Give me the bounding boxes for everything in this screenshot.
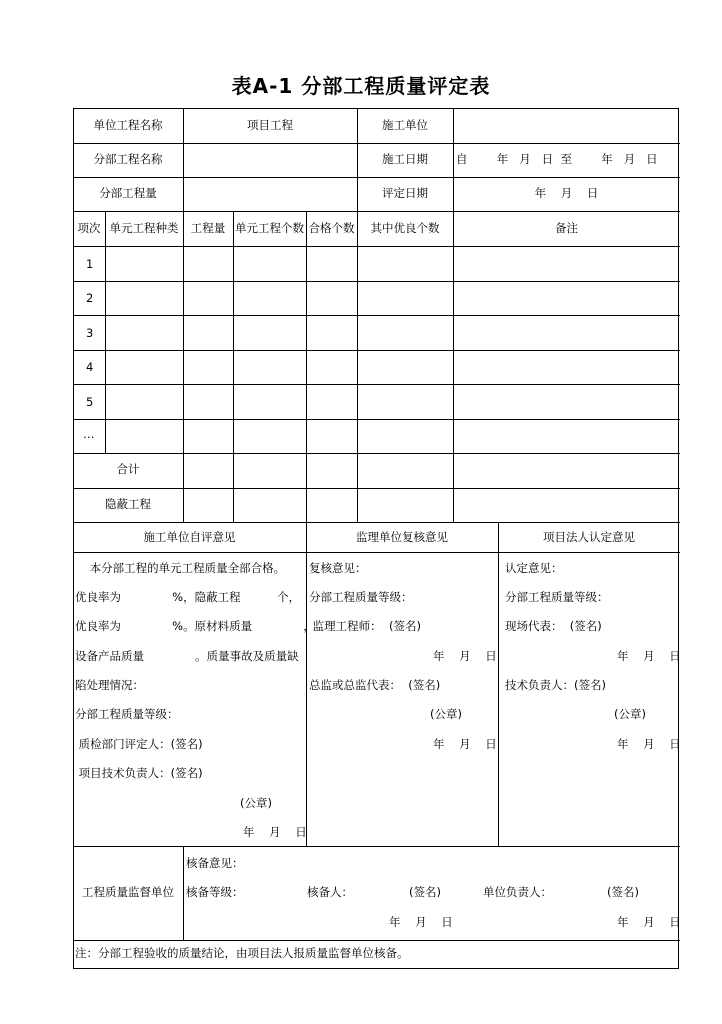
owner-date-1: 年 月 日 (617, 649, 681, 663)
grid-line-h (73, 281, 680, 282)
row-number: 5 (86, 395, 94, 409)
row-number: 4 (86, 360, 94, 374)
owner-seal: (公章) (614, 707, 646, 721)
supervision-date-2: 年 月 日 (433, 737, 497, 751)
row-number: 2 (86, 291, 94, 305)
sub-project-name-label: 分部工程名称 (93, 152, 163, 166)
supervision-opinion-header: 监理单位复核意见 (356, 530, 448, 544)
footnote: 注：分部工程验收的质量结论，由项目法人报质量监督单位核备。 (75, 946, 409, 960)
construction-line: 分部工程质量等级： (75, 707, 179, 721)
grid-line-v (498, 522, 499, 846)
agency-unit-head-sign: (签名) (607, 885, 639, 899)
hidden-works-label: 隐蔽工程 (105, 497, 151, 511)
col-qualified-count: 合格个数 (308, 221, 355, 235)
unit-project-name-label: 单位工程名称 (93, 118, 163, 132)
grid-line-v (183, 846, 184, 940)
supervision-date-1: 年 月 日 (433, 649, 497, 663)
grid-line-h (73, 177, 680, 178)
evaluation-date-value: 年 月 日 (534, 186, 599, 200)
construction-date: 年 月 日 (243, 825, 307, 839)
construction-line: 本分部工程的单元工程质量全部合格。 (75, 561, 286, 575)
owner-opinion-header: 项目法人认定意见 (543, 530, 635, 544)
agency-date-1: 年 月 日 (389, 915, 453, 929)
grid-line-h (73, 246, 680, 247)
agency-unit-head: 单位负责人： (483, 885, 552, 899)
col-remarks: 备注 (555, 221, 578, 235)
construction-date-value: 自 年 月 日 至 年 月 日 (456, 152, 658, 166)
owner-date-2: 年 月 日 (617, 737, 681, 751)
evaluation-date-label: 评定日期 (382, 186, 428, 200)
owner-opinion: 认定意见： (505, 561, 563, 575)
grid-line-h (73, 940, 680, 941)
grid-line-h (73, 211, 680, 212)
col-item: 项次 (77, 221, 101, 235)
construction-opinion-header: 施工单位自评意见 (143, 530, 236, 544)
row-number: 3 (86, 326, 94, 340)
construction-line: 陷处理情况： (75, 678, 144, 692)
supervision-grade: 分部工程质量等级： (309, 590, 413, 604)
grid-line-h (73, 384, 680, 385)
grid-line-h (73, 552, 680, 553)
owner-grade: 分部工程质量等级： (505, 590, 609, 604)
col-unit-count: 单元工程个数 (235, 221, 304, 235)
grid-line-h (73, 453, 680, 454)
supervision-engineer: 监理工程师： (签名) (309, 619, 421, 633)
construction-date-label: 施工日期 (382, 152, 428, 166)
construction-line: 优良率为 %，隐蔽工程 个， (75, 590, 301, 604)
agency-review-opinion: 核备意见： (186, 856, 244, 870)
grid-line-v (453, 211, 454, 522)
grid-line-h (73, 419, 680, 420)
grid-line-v (233, 211, 234, 522)
page-title: 表A-1 分部工程质量评定表 (231, 74, 491, 98)
construction-unit-label: 施工单位 (382, 118, 428, 132)
grid-line-h (73, 143, 680, 144)
construction-line: 设备产品质量 。质量事故及质量缺 (75, 649, 299, 663)
grid-line-h (73, 488, 680, 489)
unit-project-name-value: 项目工程 (247, 118, 293, 132)
col-quantity: 工程量 (190, 221, 226, 235)
row-number: … (83, 427, 95, 441)
grid-line-v (183, 211, 184, 522)
supervision-agency-label: 工程质量监督单位 (82, 885, 174, 899)
construction-line: 项目技术负责人：(签名) (75, 766, 203, 780)
grid-line-v (306, 211, 307, 522)
sub-project-quantity-label: 分部工程量 (99, 186, 157, 200)
owner-rep: 现场代表： (签名) (505, 619, 602, 633)
construction-line: 优良率为 %。原材料质量 ， (75, 619, 315, 633)
col-excellent-count: 其中优良个数 (370, 221, 440, 235)
grid-line-h (73, 350, 680, 351)
grid-line-h (73, 846, 680, 847)
construction-seal: (公章) (240, 796, 272, 810)
supervision-chief: 总监或总监代表： (签名) (309, 678, 441, 692)
agency-review-grade: 核备等级： (186, 885, 244, 899)
grid-line-v (306, 522, 307, 846)
grid-line-v (105, 211, 106, 453)
agency-date-2: 年 月 日 (617, 915, 681, 929)
grid-line-v (357, 211, 358, 522)
agency-reviewer: 核备人： (307, 885, 353, 899)
total-label: 合计 (116, 462, 140, 476)
owner-tech: 技术负责人：(签名) (505, 678, 606, 692)
construction-line: 质检部门评定人：(签名) (75, 737, 203, 751)
grid-line-h (73, 522, 680, 523)
supervision-review: 复核意见： (309, 561, 367, 575)
row-number: 1 (86, 257, 94, 271)
supervision-seal: (公章) (430, 707, 462, 721)
agency-reviewer-sign: (签名) (409, 885, 441, 899)
col-unit-type: 单元工程种类 (109, 221, 179, 235)
grid-line-h (73, 315, 680, 316)
